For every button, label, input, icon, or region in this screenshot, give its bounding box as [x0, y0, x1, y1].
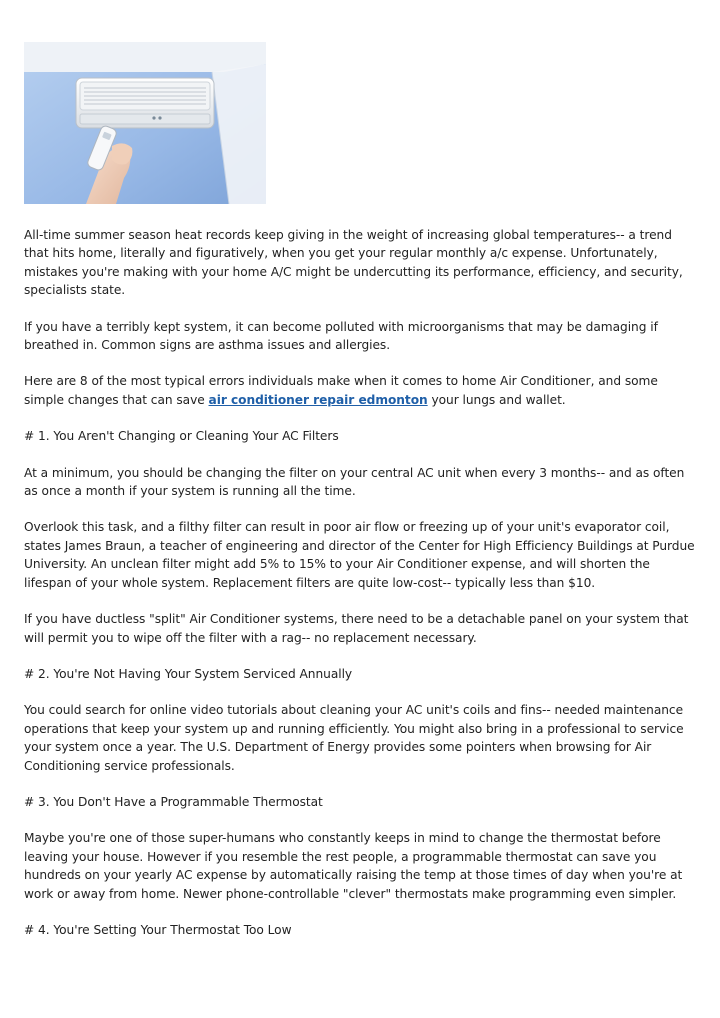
- repair-link[interactable]: air conditioner repair edmonton: [208, 392, 428, 407]
- heading-4: # 4. You're Setting Your Thermostat Too Low: [24, 922, 292, 937]
- article-body: [24, 226, 696, 957]
- heading-3: # 3. You Don't Have a Programmable Thermostat: [24, 794, 323, 809]
- heading-2: # 2. You're Not Having Your System Serviced Annually: [24, 666, 353, 681]
- filter-frequency-paragraph: At a minimum, you should be changing the filter on your central AC unit when every 3 months-- and as often as once a month if your system is running all the time.: [24, 465, 685, 499]
- intro-paragraph: All-time summer season heat records keep giving in the weight of increasing global temperatures-- a trend that hits home, literally and figuratively, when you get your regular monthly a/c expense. Unfortunately, mistakes you're making with your home A/C might be undercutting its performance, efficiency, and security, specialists state.: [24, 228, 683, 298]
- errors-intro-paragraph: [24, 372, 696, 409]
- air-conditioner-photo: [24, 42, 266, 204]
- ductless-paragraph: If you have ductless "split" Air Conditioner systems, there need to be a detachable panel on your system that will permit you to wipe off the filter with a rag-- no replacement necessary.: [24, 612, 689, 645]
- errors-intro-text: Here are 8 of the most typical errors individuals make when it comes to home Air Conditioner, and some simple changes that can save: [24, 374, 658, 407]
- bacteria-paragraph: If you have a terribly kept system, it can become polluted with microorganisms that may be damaging if breathed in. Common signs are asthma issues and allergies.: [24, 319, 658, 353]
- maintenance-paragraph: You could search for online video tutorials about cleaning your AC unit's coils and fins-- needed maintenance operations that keep your system up and running efficiently. You might also bring in a professional to service your system once a year. The U.S. Department of Energy provides some pointers when browsing for Air Conditioning service professionals.: [24, 703, 684, 773]
- dirty-filter-paragraph: Overlook this task, and a filthy filter can result in poor air flow or freezing up of your unit's evaporator coil, states James Braun, a teacher of engineering and director of the Center for High Efficiency Buildings at Purdue University. An unclean filter might add 5% to 15% to your Air Conditioner expense, and will shorten the lifespan of your whole system. Replacement filters are quite low-cost-- typically less than $10.: [24, 520, 695, 590]
- errors-intro-tail: your lungs and wallet.: [427, 392, 566, 407]
- air-conditioner-illustration: [24, 42, 266, 204]
- heading-1: # 1. You Aren't Changing or Cleaning Your AC Filters: [24, 429, 339, 444]
- thermostat-paragraph: Maybe you're one of those super-humans who constantly keeps in mind to change the thermostat before leaving your house. However if you resemble the rest people, a programmable thermostat can save you hundreds on your yearly AC expense by automatically raising the temp at those times of day when you're at work or away from home. Newer phone-controllable "clever" thermostats make programming even simpler.: [24, 831, 683, 901]
